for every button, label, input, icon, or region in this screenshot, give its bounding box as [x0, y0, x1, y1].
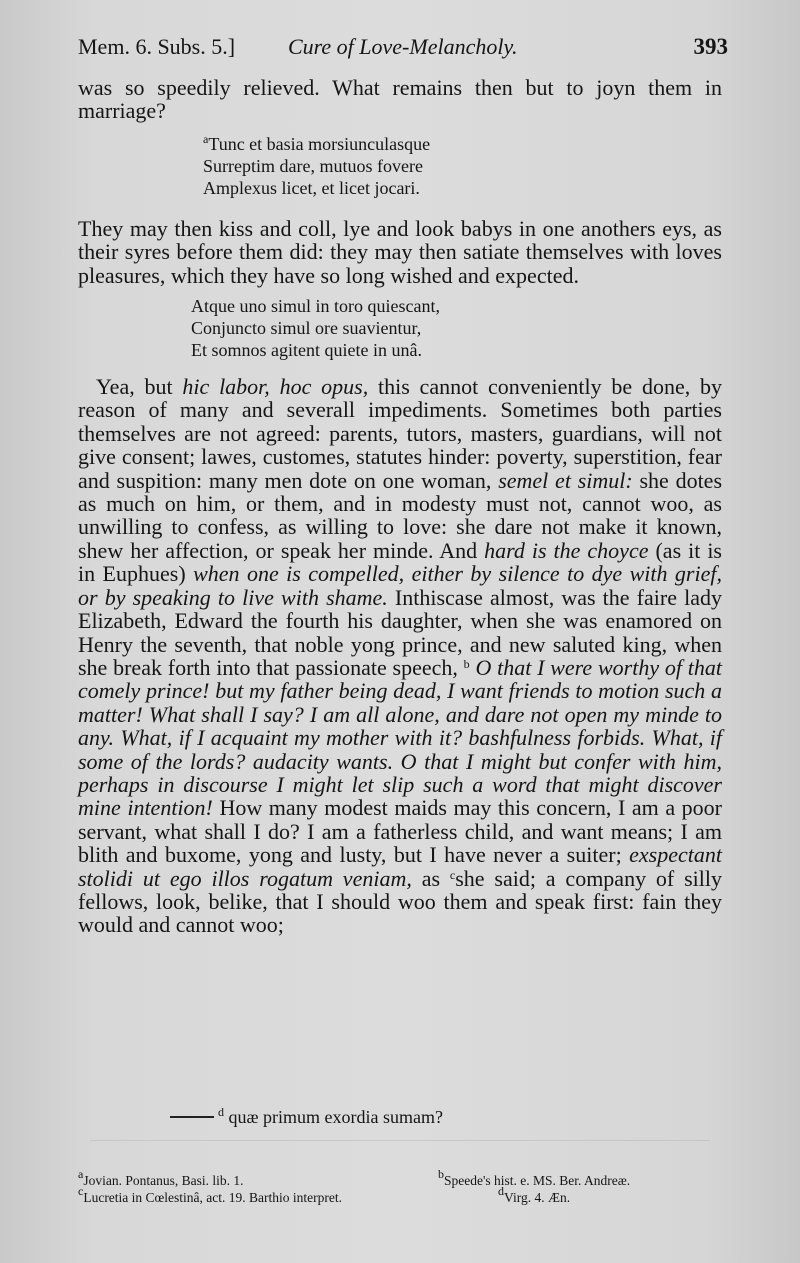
verse-1-line-1-text: Tunc et basia morsiunculasque — [208, 133, 431, 154]
footnote-a-mark: a — [78, 1167, 84, 1181]
footnote-row-1 — [78, 1167, 728, 1189]
para3-text-1: Yea, but — [96, 374, 183, 400]
em-dash-rule — [170, 1116, 214, 1118]
para3-text-7: as — [411, 865, 450, 891]
closing-quotation — [170, 1107, 443, 1128]
footnote-row-2 — [78, 1184, 728, 1206]
footnote-ref-c: c — [449, 867, 456, 882]
verse-2-line-2: Conjuncto simul ore suavientur, — [191, 318, 422, 339]
footnote-ref-b: b — [463, 656, 470, 671]
para3-text-5: Inthiscase almost, was the faire lady Elizabeth, Edward the fourth his daughter, when she was enamored on Henry the seventh, that noble yong prince, and new saluted king, when she break forth into that passionate speech, — [78, 584, 722, 680]
para3-text-2: this cannot conveniently be done, by reason of many and severall impediments. Sometimes both parties themselves are not agreed: parents, tutors, masters, guardians, will not give consent; lawes, customes, statutes hinder: poverty, superstition, fear and suspition: many men dote on one woman, — [78, 374, 722, 493]
footnote-d — [498, 1184, 571, 1206]
page-number: 393 — [693, 34, 728, 59]
verse-quotation-1 — [203, 133, 722, 199]
footnote-d-mark: d — [498, 1184, 504, 1198]
verse-quotation-2 — [191, 295, 722, 361]
verse-1-line-1 — [203, 133, 722, 155]
para3-text-4: (as it is in Euphues) — [78, 537, 722, 587]
para3-italic-2: semel et simul: — [498, 467, 633, 493]
paragraph-2 — [78, 217, 722, 287]
footnote-ref-a: a — [203, 131, 209, 146]
para3-italic-3: hard is the choyce — [484, 537, 649, 563]
para3-text-6: How many modest maids may this concern, I am a poor servant, what shall I do? I am a fatherless child, and want means; I am blith and buxome, yong and lusty, but I have never a suiter; — [78, 795, 722, 868]
para3-text-3: she dotes as much on him, or them, and in modesty must not, cannot woo, as unwilling to confess, as willing to love: she dare not make it known, shew her affection, or speak her minde. And — [78, 467, 723, 563]
section-reference: Mem. 6. Subs. 5.] — [78, 34, 236, 59]
footnote-b-mark: b — [438, 1167, 444, 1181]
footnote-ref-d: d — [218, 1105, 224, 1119]
para3-italic-1: hic labor, hoc opus, — [182, 374, 369, 400]
para3-text-8: she said; a company of silly fellows, look, belike, that I should woo them and speak first: fain they would and cannot woo; — [78, 865, 723, 938]
bleed-through-shadow — [90, 1140, 710, 1167]
running-header — [78, 30, 728, 64]
footnote-b — [438, 1167, 631, 1189]
footnote-c — [78, 1184, 342, 1206]
verse-1-line-3: Amplexus licet, et licet jocari. — [203, 177, 420, 198]
paragraph-3 — [78, 375, 722, 937]
footnote-a — [78, 1167, 244, 1189]
chapter-title: Cure of Love-Melancholy. — [288, 34, 518, 59]
footnote-c-text: Lucretia in Cœlestinâ, act. 19. Barthio interpret. — [83, 1190, 342, 1205]
verse-2-line-1: Atque uno simul in toro quiescant, — [191, 296, 440, 317]
para3-italic-5: O that I were worthy of that comely prince! but my father being dead, I want friends to motion such a matter! What shall I say? I am all alone, and dare not open my minde to any. What, if I acquaint my mother with it? bashfulness forbids. What, if some of the lords? audacity wants. O that I might but confer with him, perhaps in discourse I might let slip such a word that might discover mine intention! — [78, 654, 722, 821]
closing-quotation-text: quæ primum exordia sumam? — [228, 1107, 443, 1127]
paragraph-1 — [78, 76, 722, 123]
footnote-a-text: Jovian. Pontanus, Basi. lib. 1. — [83, 1173, 244, 1188]
paragraph-1-text: was so speedily relieved. What remains then but to joyn them in marriage? — [78, 75, 722, 124]
verse-2-line-3: Et somnos agitent quiete in unâ. — [191, 340, 422, 361]
para3-italic-4: when one is compelled, either by silence to dye with grief, or by speaking to live with shame. — [78, 561, 722, 610]
footnote-b-text: Speede's hist. e. MS. Ber. Andreæ. — [444, 1173, 631, 1188]
paragraph-2-text: They may then kiss and coll, lye and look babys in one anothers eys, as their syres before them did: they may then satiate themselves with loves pleasures, which they have so long wished and expected. — [78, 215, 722, 288]
footnote-c-mark: c — [78, 1184, 84, 1198]
verse-1-line-2: Surreptim dare, mutuos fovere — [203, 155, 423, 176]
footnotes — [78, 1167, 728, 1206]
body-text — [78, 76, 722, 937]
footnote-d-text: Virg. 4. Æn. — [504, 1190, 571, 1205]
para3-italic-6: exspectant stolidi ut ego illos rogatum veniam, — [78, 842, 722, 891]
